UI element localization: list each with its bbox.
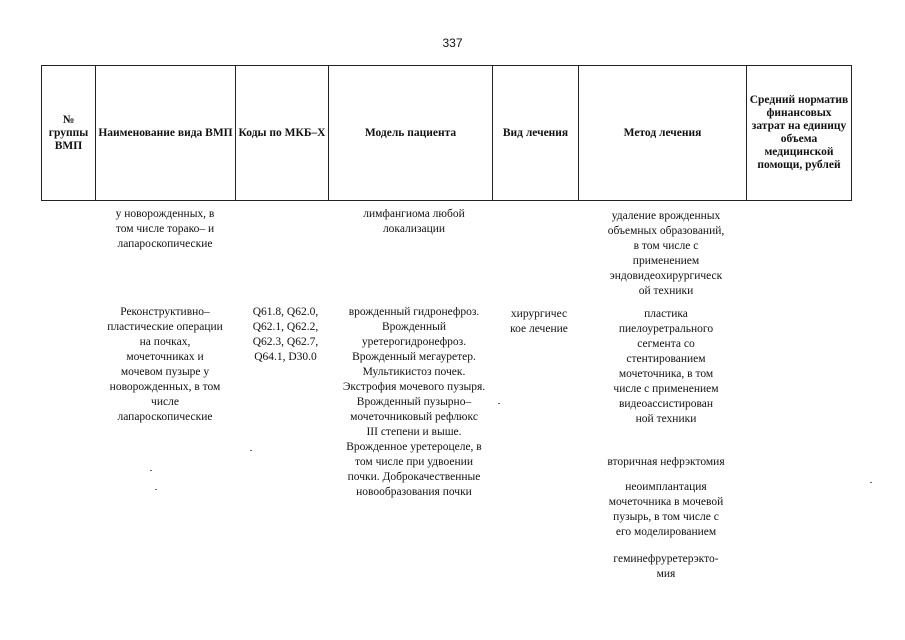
row2-method-2: вторичная нефрэктомия	[607, 456, 725, 468]
row2-vmp-name: Реконструктивно– пластические операции на почках, мочеточниках и мочевом пузыре у новорожденных, в том числе лапароскопические	[107, 306, 223, 423]
row1-vmp-name: у новорожденных, в том числе торако– и лапароскопические	[115, 208, 215, 250]
scan-speck	[498, 403, 500, 404]
header-vmp-name: Наименование вида ВМП	[96, 66, 236, 201]
header-icd-codes: Коды по МКБ–X	[236, 66, 329, 201]
scan-speck	[155, 489, 157, 490]
scan-speck	[150, 470, 152, 471]
row2-patient-model: врожденный гидронефроз. Врожденный уретерогидронефроз. Врожденный мегауретер. Мультикистоз почек. Экстрофия мочевого пузыря. Врожденный пузырно– мочеточниковый рефлюкс III степени и выше. Врожденное уретероцеле, в том числе при удвоении почки. Доброкачественные новообразования почки	[342, 306, 486, 498]
row2-icd-codes: Q61.8, Q62.0, Q62.1, Q62.2, Q62.3, Q62.7, Q64.1, D30.0	[252, 306, 319, 363]
header-average-cost: Средний норматив финансовых затрат на единицу объема медицинской помощи, рублей	[747, 66, 852, 201]
row2-treatment-type: хирургичес кое лечение	[510, 308, 568, 335]
row1-patient-model: лимфангиома любой локализации	[363, 208, 465, 235]
row2-method-4: геминефруретерэкто- мия	[613, 553, 719, 580]
scan-speck	[870, 482, 872, 483]
header-patient-model: Модель пациента	[329, 66, 493, 201]
page-number: 337	[442, 36, 463, 50]
header-group-number: № группы ВМП	[42, 66, 96, 201]
row1-treatment-method: удаление врожденных объемных образований, в том числе с применением эндовидеохирургическ ой техники	[607, 210, 725, 297]
table-header	[41, 65, 852, 201]
header-treatment-type: Вид лечения	[493, 66, 579, 201]
scan-speck	[250, 450, 252, 451]
row2-method-1: пластика пиелоуретрального сегмента со стентированием мочеточника, в том числе с применением видеоассистирован ной техники	[613, 308, 719, 425]
header-treatment-method: Метод лечения	[579, 66, 747, 201]
row2-method-3: неоимплантация мочеточника в мочевой пузырь, в том числе с его моделированием	[608, 481, 724, 538]
